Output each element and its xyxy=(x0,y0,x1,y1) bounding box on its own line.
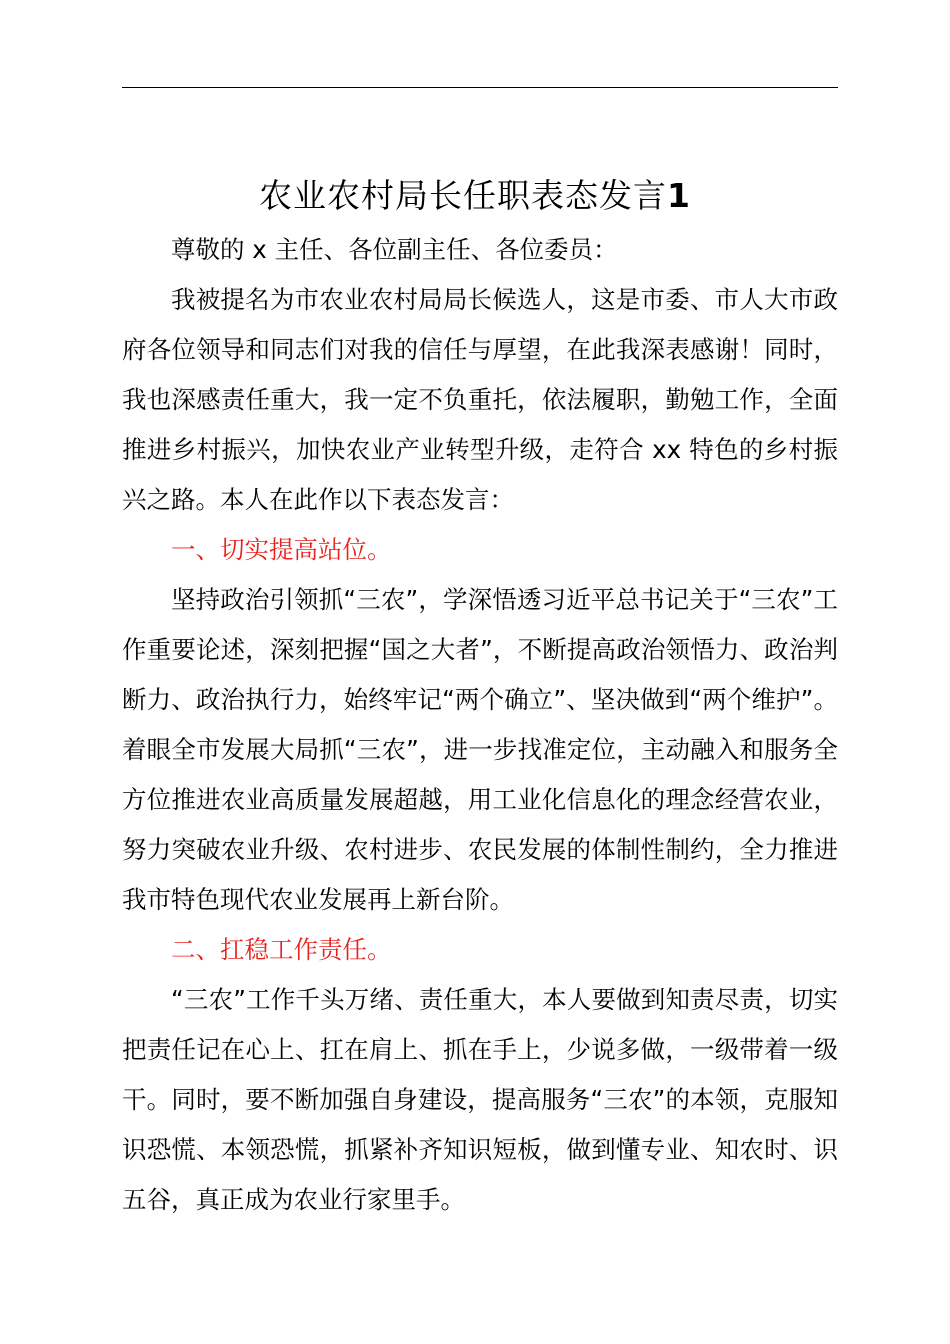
title-number: 1 xyxy=(667,176,691,216)
document-title xyxy=(0,170,950,222)
salutation: 尊敬的 x 主任、各位副主任、各位委员： xyxy=(171,235,618,264)
document-body xyxy=(122,225,838,1225)
section-heading-1: 一、切实提高站位。 xyxy=(171,535,392,564)
section-text-1: 坚持政治引领抓“三农”，学深悟透习近平总书记关于“三农”工作重要论述，深刻把握“国之大者”，不断提高政治领悟力、政治判断力、政治执行力，始终牢记“两个确立”、坚决做到“两个维护”。着眼全市发展大局抓“三农”，进一步找准定位，主动融入和服务全方位推进农业高质量发展超越，用工业化信息化的理念经营农业，努力突破农业升级、农村进步、农民发展的体制性制约，全力推进我市特色现代农业发展再上新台阶。 xyxy=(122,585,838,914)
section-heading-2: 二、扛稳工作责任。 xyxy=(171,935,392,964)
header-rule xyxy=(122,87,838,88)
section-text-2: “三农”工作千头万绪、责任重大，本人要做到知责尽责，切实把责任记在心上、扛在肩上、抓在手上，少说多做，一级带着一级干。同时，要不断加强自身建设，提高服务“三农”的本领，克服知识恐慌、本领恐慌，抓紧补齐知识短板，做到懂专业、知农时、识五谷，真正成为农业行家里手。 xyxy=(122,985,838,1214)
title-text: 农业农村局长任职表态发言 xyxy=(259,176,668,216)
intro-paragraph: 我被提名为市农业农村局局长候选人，这是市委、市人大市政府各位领导和同志们对我的信任与厚望，在此我深表感谢！同时，我也深感责任重大，我一定不负重托，依法履职，勤勉工作，全面推进乡村振兴，加快农业产业转型升级，走符合 xx 特色的乡村振兴之路。本人在此作以下表态发言： xyxy=(122,285,838,514)
